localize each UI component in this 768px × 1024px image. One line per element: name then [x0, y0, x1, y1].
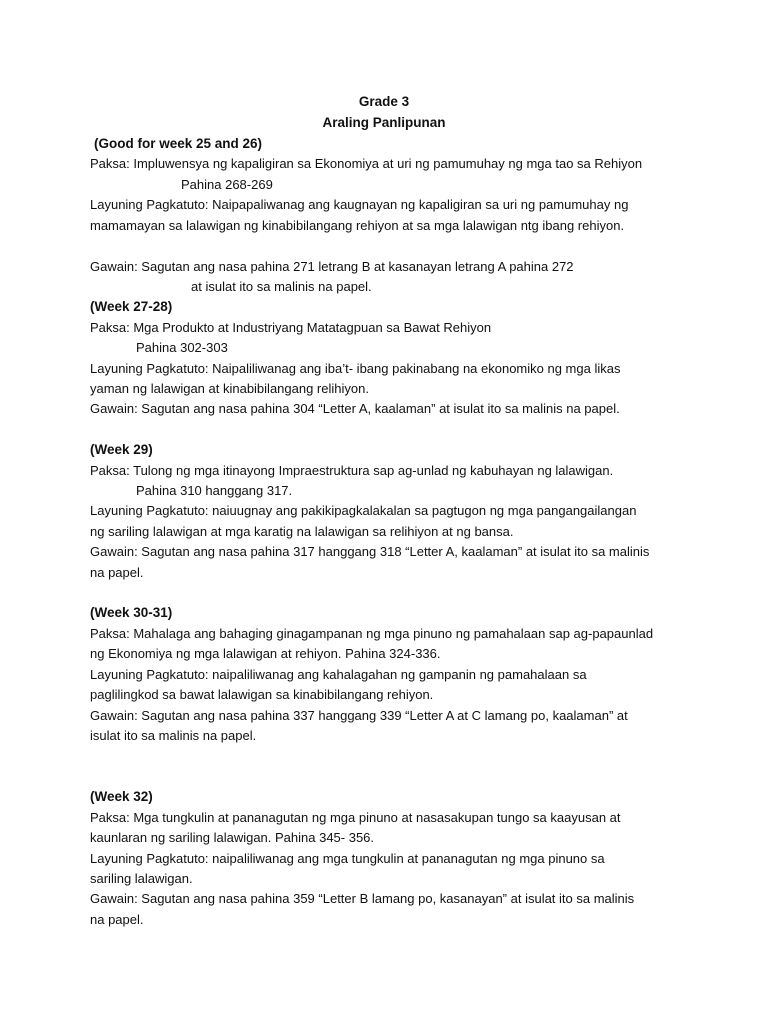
- w25-pahina: Pahina 268-269: [181, 177, 273, 192]
- w25-gawain-2: at isulat ito sa malinis na papel.: [191, 279, 372, 294]
- week-27-28-heading: (Week 27-28): [90, 299, 173, 314]
- week-25-26-heading: (Good for week 25 and 26): [94, 136, 263, 151]
- w29-layunin-1: Layuning Pagkatuto: naiuugnay ang pakikipagkalakalan sa pagtugon ng mga pangangailangan: [90, 503, 637, 518]
- w30-paksa-2: ng Ekonomiya ng mga lalawigan at rehiyon. Pahina 324-336.: [90, 646, 441, 661]
- w32-layunin-1: Layuning Pagkatuto: naipaliliwanag ang mga tungkulin at pananagutan ng mga pinuno sa: [90, 851, 605, 866]
- w25-paksa: Paksa: Impluwensya ng kapaligiran sa Ekonomiya at uri ng pamumuhay ng mga tao sa Rehiyon: [90, 156, 643, 171]
- w30-layunin-1: Layuning Pagkatuto: naipaliliwanag ang kahalagahan ng gampanin ng pamahalaan sa: [90, 667, 587, 682]
- w30-layunin-2: paglilingkod sa bawat lalawigan sa kinabibilangang rehiyon.: [90, 687, 434, 702]
- week-29-heading: (Week 29): [90, 442, 153, 457]
- w30-paksa-1: Paksa: Mahalaga ang bahaging ginagampanan ng mga pinuno ng pamahalaan sap ag-papaunlad: [90, 626, 654, 641]
- subject-title: Araling Panlipunan: [322, 115, 446, 130]
- w25-layunin-2: mamamayan sa lalawigan ng kinabibilangang rehiyon at sa mga lalawigan ntg ibang rehiyon.: [90, 218, 625, 233]
- w27-layunin-1: Layuning Pagkatuto: Naipaliliwanag ang iba’t- ibang pakinabang na ekonomiko ng mga likas: [90, 361, 621, 376]
- w30-gawain-1: Gawain: Sagutan ang nasa pahina 337 hanggang 339 “Letter A at C lamang po, kaalaman” at: [90, 708, 628, 723]
- w29-gawain-1: Gawain: Sagutan ang nasa pahina 317 hanggang 318 “Letter A, kaalaman” at isulat ito sa malinis: [90, 544, 650, 559]
- week-30-31-heading: (Week 30-31): [90, 605, 173, 620]
- w29-pahina: Pahina 310 hanggang 317.: [136, 483, 293, 498]
- w25-gawain-1: Gawain: Sagutan ang nasa pahina 271 letrang B at kasanayan letrang A pahina 272: [90, 259, 574, 274]
- grade-title: Grade 3: [358, 94, 410, 109]
- w27-layunin-2: yaman ng lalawigan at kinabibilangang relihiyon.: [90, 381, 369, 396]
- w30-gawain-2: isulat ito sa malinis na papel.: [90, 728, 257, 743]
- w27-gawain: Gawain: Sagutan ang nasa pahina 304 “Letter A, kaalaman” at isulat ito sa malinis na papel.: [90, 401, 620, 416]
- w32-paksa-2: kaunlaran ng sariling lalawigan. Pahina 345- 356.: [90, 830, 375, 845]
- w32-paksa-1: Paksa: Mga tungkulin at pananagutan ng mga pinuno at nasasakupan tungo sa kaayusan at: [90, 810, 621, 825]
- w32-gawain-2: na papel.: [90, 912, 144, 927]
- w32-gawain-1: Gawain: Sagutan ang nasa pahina 359 “Letter B lamang po, kasanayan” at isulat ito sa malinis: [90, 891, 635, 906]
- w32-layunin-2: sariling lalawigan.: [90, 871, 193, 886]
- w27-pahina: Pahina 302-303: [136, 340, 228, 355]
- w25-layunin-1: Layuning Pagkatuto: Naipapaliwanag ang kaugnayan ng kapaligiran sa uri ng pamumuhay ng: [90, 197, 629, 212]
- w29-paksa: Paksa: Tulong ng mga itinayong Impraestruktura sap ag-unlad ng kabuhayan ng lalawigan.: [90, 463, 614, 478]
- w29-layunin-2: ng sariling lalawigan at mga karatig na lalawigan sa relihiyon at ng bansa.: [90, 524, 514, 539]
- week-32-heading: (Week 32): [90, 789, 153, 804]
- w27-paksa: Paksa: Mga Produkto at Industriyang Matatagpuan sa Bawat Rehiyon: [90, 320, 492, 335]
- w29-gawain-2: na papel.: [90, 565, 144, 580]
